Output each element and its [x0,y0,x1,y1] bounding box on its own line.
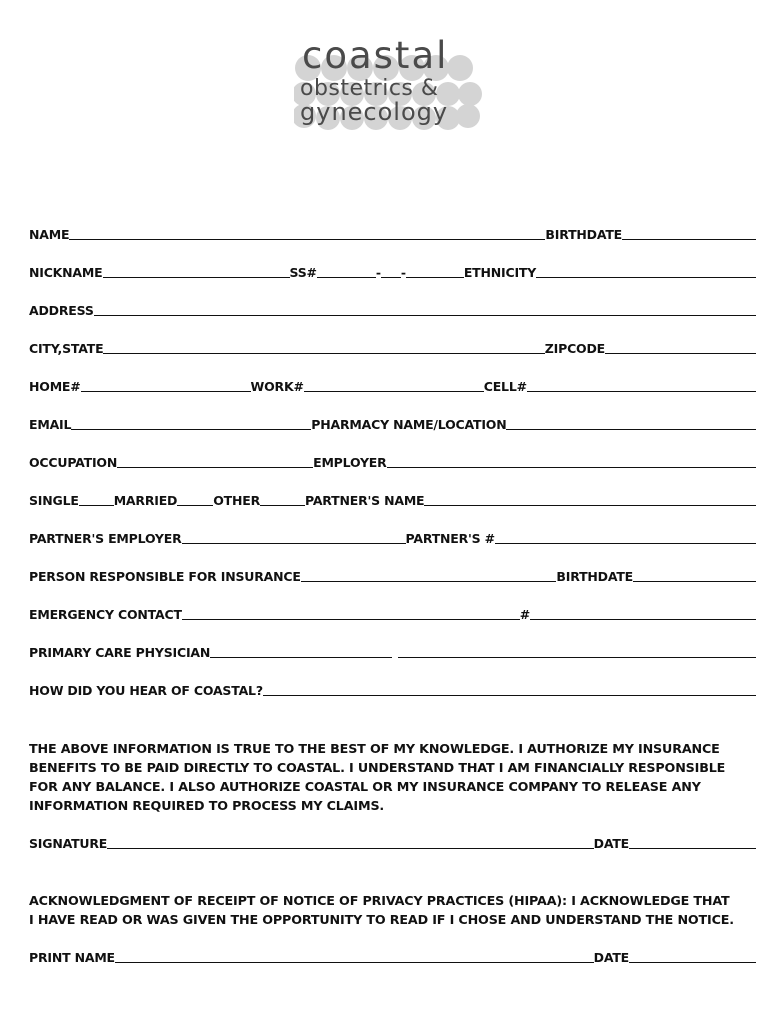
cell-phone-field[interactable] [527,390,756,392]
label-ss: SS# [289,265,317,280]
ss-part1-field[interactable] [317,276,376,278]
row-address [29,302,756,318]
label-print-date: DATE [593,950,629,965]
birthdate-field[interactable] [622,238,756,240]
row-occupation [29,454,756,470]
address-field[interactable] [94,314,756,316]
ss-dash-1: - [375,265,381,280]
label-emergency-contact: EMERGENCY CONTACT [29,607,182,622]
label-address: ADDRESS [29,303,94,318]
label-occupation: OCCUPATION [29,455,118,470]
label-primary-physician: PRIMARY CARE PHYSICIAN [29,645,211,660]
authorization-line-3: FOR ANY BALANCE. I ALSO AUTHORIZE COASTAL OR MY INSURANCE COMPANY TO RELEASE ANY [29,779,701,794]
label-signature: SIGNATURE [29,836,108,851]
row-marital-status [29,492,756,508]
label-ethnicity: ETHNICITY [463,265,537,280]
primary-physician-field[interactable] [210,656,392,658]
logo-line-3: gynecology [300,98,449,126]
authorization-statement [29,739,756,815]
other-field[interactable] [260,504,305,506]
label-city-state: CITY,STATE [29,341,104,356]
partner-number-field[interactable] [495,542,756,544]
label-print-name: PRINT NAME [29,950,115,965]
email-field[interactable] [71,428,311,430]
print-name-field[interactable] [115,961,594,963]
insurance-person-field[interactable] [301,580,557,582]
label-other: OTHER [213,493,260,508]
label-zipcode: ZIPCODE [544,341,605,356]
label-email: EMAIL [29,417,72,432]
row-email [29,416,756,432]
row-name [29,226,756,242]
married-field[interactable] [177,504,213,506]
pharmacy-field[interactable] [506,428,756,430]
authorization-line-4: INFORMATION REQUIRED TO PROCESS MY CLAIMS. [29,798,385,813]
label-home-phone: HOME# [29,379,81,394]
zipcode-field[interactable] [605,352,756,354]
row-nickname [29,264,756,280]
city-state-field[interactable] [103,352,544,354]
label-single: SINGLE [29,493,79,508]
label-name: NAME [29,227,70,242]
row-partner-employer [29,530,756,546]
row-insurance [29,568,756,584]
work-phone-field[interactable] [304,390,484,392]
row-city-state [29,340,756,356]
single-field[interactable] [79,504,114,506]
coastal-logo [294,34,484,130]
label-partner-name: PARTNER'S NAME [305,493,425,508]
hipaa-statement [29,891,756,929]
logo-line-2: obstetrics & [300,76,439,101]
row-print-name [29,949,756,965]
emergency-contact-field[interactable] [182,618,520,620]
label-insurance-person: PERSON RESPONSIBLE FOR INSURANCE [29,569,301,584]
label-nickname: NICKNAME [29,265,103,280]
authorization-line-2: BENEFITS TO BE PAID DIRECTLY TO COASTAL. I UNDERSTAND THAT I AM FINANCIALLY RESPONSIBLE [29,760,726,775]
how-heard-field[interactable] [263,694,756,696]
name-field[interactable] [69,238,545,240]
nickname-field[interactable] [103,276,290,278]
hipaa-line-1: ACKNOWLEDGMENT OF RECEIPT OF NOTICE OF PRIVACY PRACTICES (HIPAA): I ACKNOWLEDGE THAT [29,893,730,908]
partner-name-field[interactable] [424,504,756,506]
hipaa-line-2: I HAVE READ OR WAS GIVEN THE OPPORTUNITY TO READ IF I CHOSE AND UNDERSTAND THE NOTICE. [29,912,734,927]
employer-field[interactable] [387,466,756,468]
signature-field[interactable] [107,847,594,849]
row-how-heard [29,682,756,698]
label-cell-phone: CELL# [483,379,527,394]
ethnicity-field[interactable] [536,276,756,278]
label-insurance-birthdate: BIRTHDATE [556,569,633,584]
ss-dash-2: - [400,265,406,280]
row-emergency [29,606,756,622]
label-pharmacy: PHARMACY NAME/LOCATION [311,417,507,432]
label-partner-employer: PARTNER'S EMPLOYER [29,531,182,546]
label-married: MARRIED [113,493,178,508]
label-employer: EMPLOYER [313,455,387,470]
label-work-phone: WORK# [250,379,304,394]
insurance-birthdate-field[interactable] [633,580,756,582]
ss-part3-field[interactable] [406,276,464,278]
label-signature-date: DATE [593,836,629,851]
authorization-line-1: THE ABOVE INFORMATION IS TRUE TO THE BEST OF MY KNOWLEDGE. I AUTHORIZE MY INSURANCE [29,741,720,756]
occupation-field[interactable] [117,466,313,468]
primary-physician-extra-field[interactable] [398,656,756,658]
row-phones [29,378,756,394]
home-phone-field[interactable] [81,390,251,392]
partner-employer-field[interactable] [182,542,406,544]
label-emergency-number: # [519,607,530,622]
logo-line-1: coastal [302,34,449,77]
signature-date-field[interactable] [629,847,756,849]
row-signature [29,835,756,851]
label-how-heard: HOW DID YOU HEAR OF COASTAL? [29,683,263,698]
print-date-field[interactable] [629,961,756,963]
emergency-number-field[interactable] [530,618,756,620]
label-partner-number: PARTNER'S # [405,531,495,546]
ss-part2-field[interactable] [381,276,401,278]
row-physician [29,644,756,660]
label-birthdate: BIRTHDATE [545,227,622,242]
